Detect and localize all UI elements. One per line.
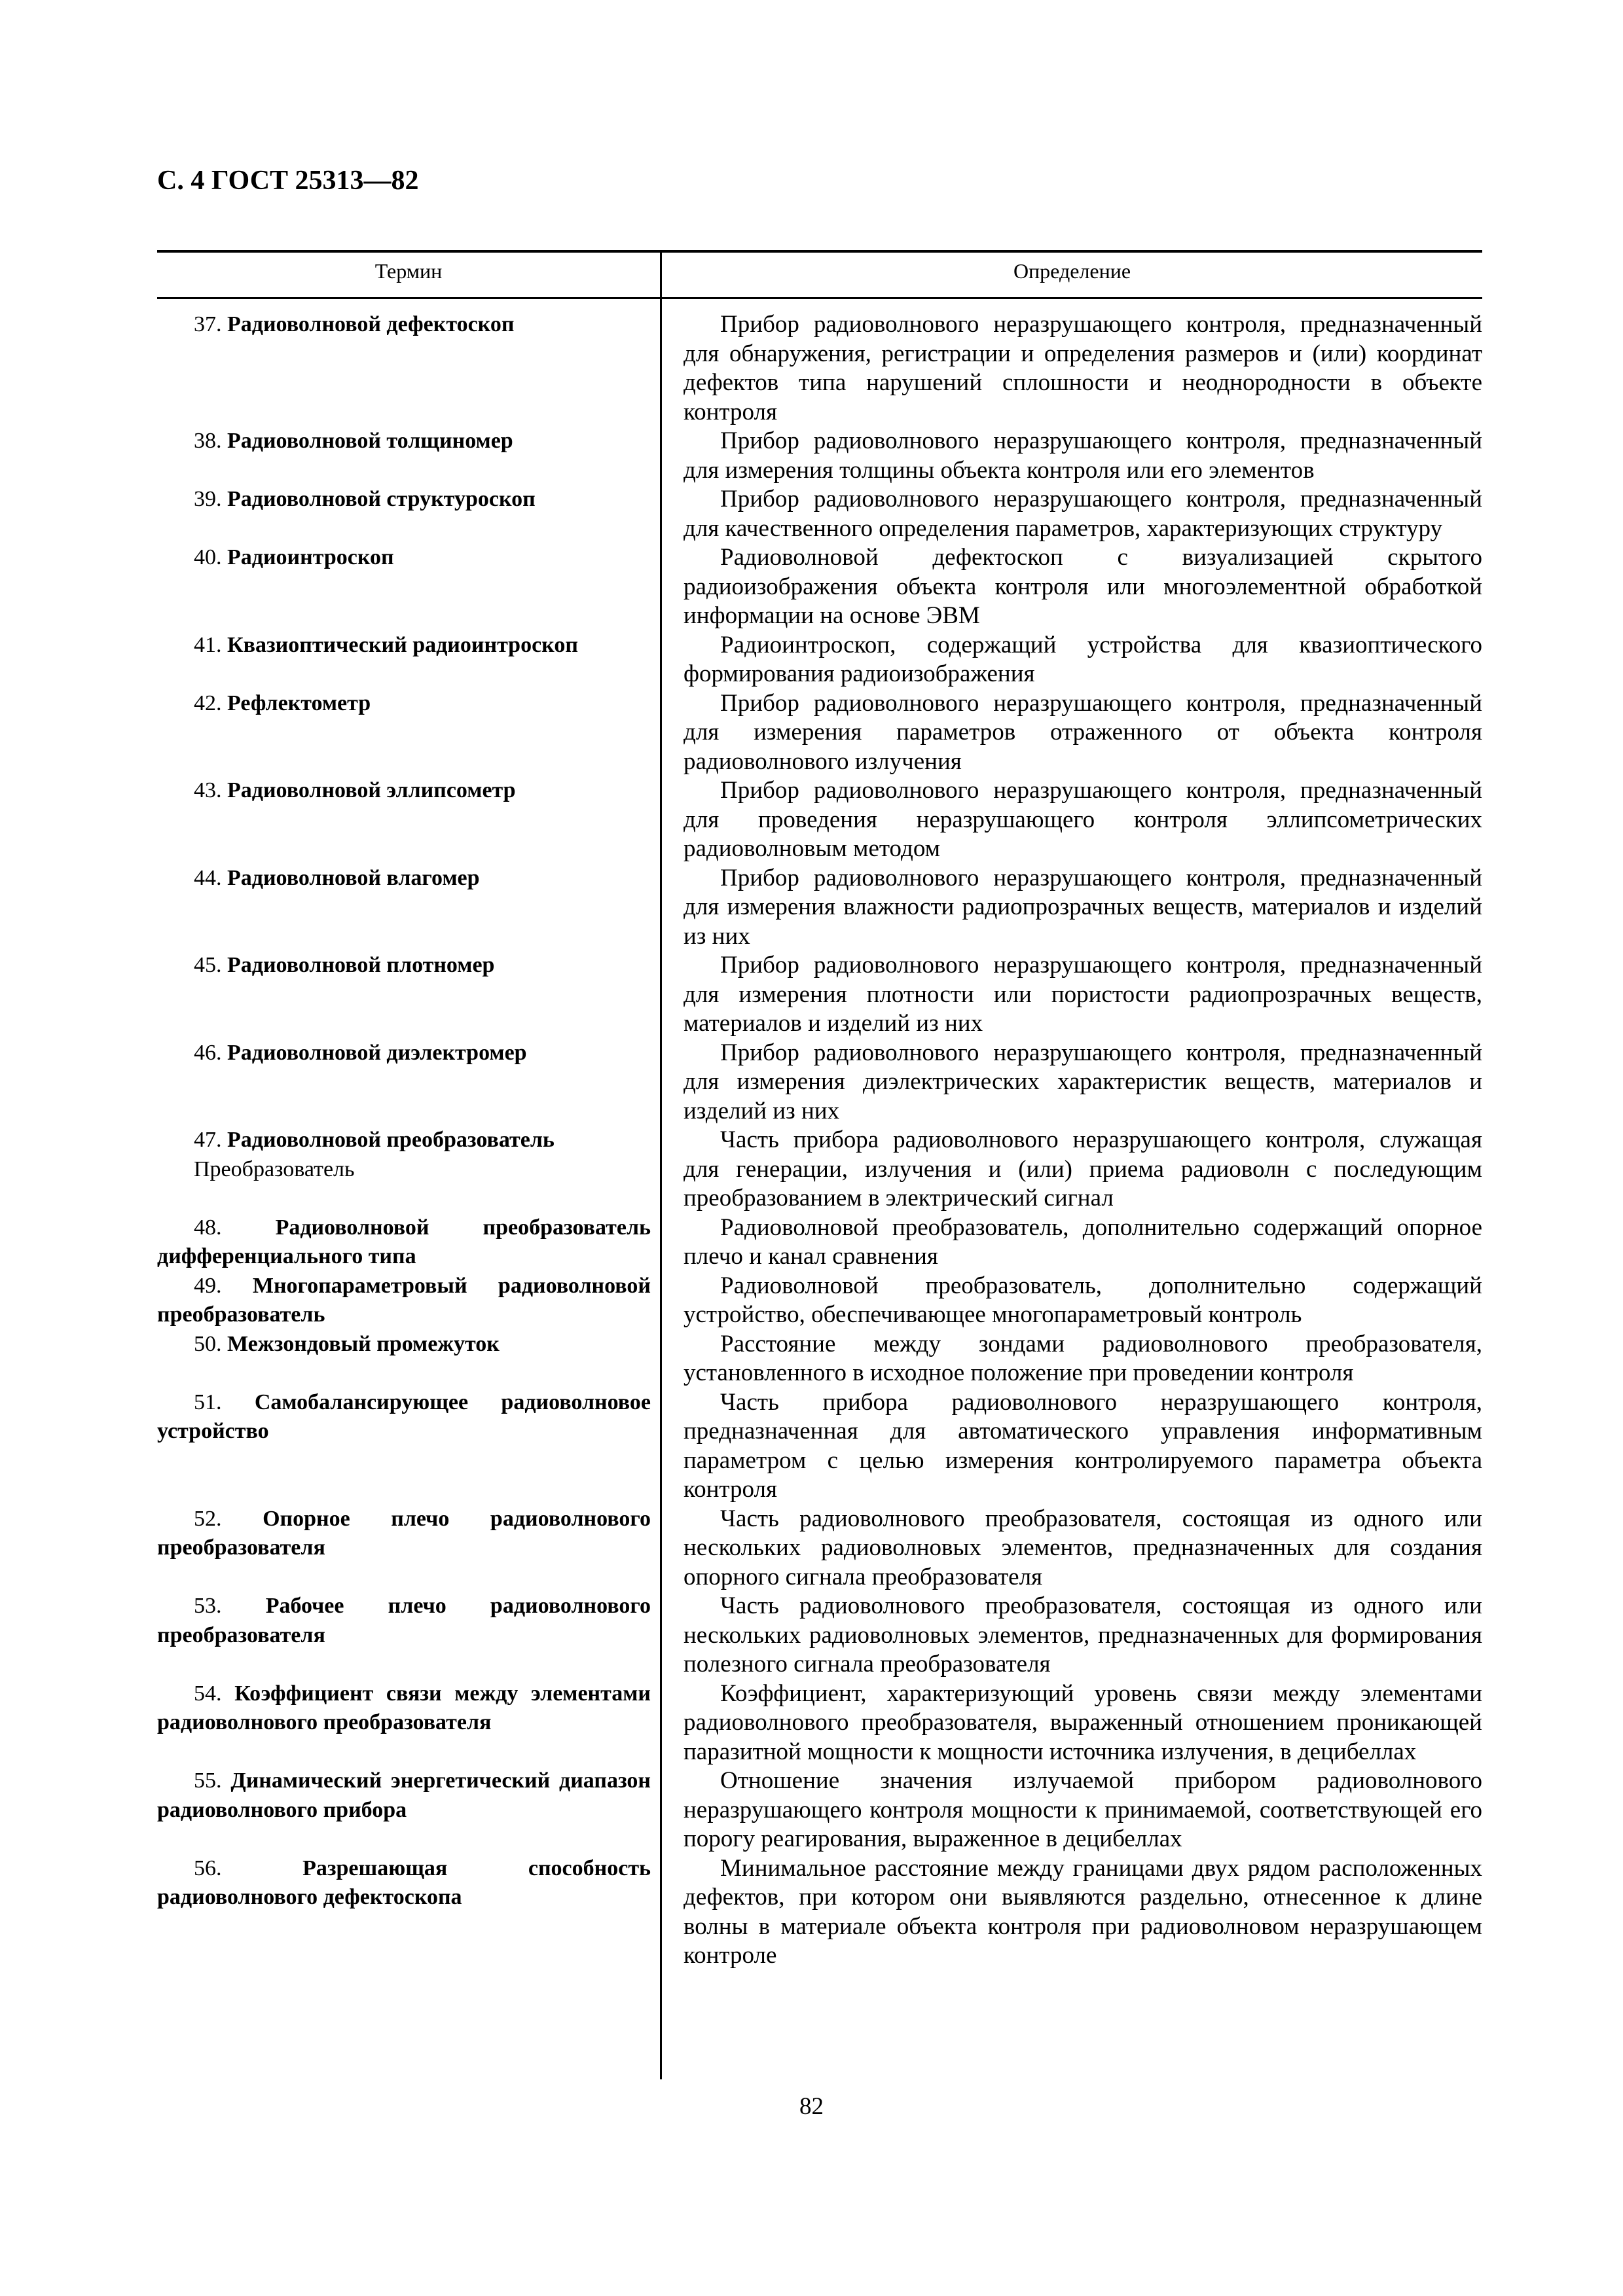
term-number: 50.	[194, 1331, 222, 1356]
definition-cell: Радиоволновой дефектоскоп с визуализацией скрытого радиоизображения объекта контроля или многоэлементной обработкой информации на основе ЭВМ	[684, 544, 1482, 629]
term-cell	[157, 1330, 660, 1388]
definition-cell: Часть прибора радиоволнового неразрушающего контроля, предназначенная для автоматического управления информативным параметром с целью измерения контролируемого параметра объекта контроля	[684, 1388, 1482, 1503]
terms-table	[157, 250, 1482, 2079]
definition-cell: Прибор радиоволнового неразрушающего контроля, предназначенный для проведения неразрушающего контроля эллипсометрических радиоволновым методом	[684, 777, 1482, 862]
table-row	[157, 310, 1482, 427]
term-text: Динамический энергетический диапазон радиоволнового прибора	[157, 1768, 651, 1822]
table-row	[157, 1272, 1482, 1330]
term-cell	[157, 1213, 660, 1272]
term-cell	[157, 1388, 660, 1505]
term-number: 49.	[194, 1273, 222, 1298]
term-number: 52.	[194, 1506, 222, 1531]
term-cell	[157, 310, 660, 427]
term-text: Квазиоптический радиоинтроскоп	[227, 632, 578, 657]
definition-cell: Радиоволновой преобразователь, дополнительно содержащий устройство, обеспечивающее многопараметровый контроль	[684, 1272, 1482, 1328]
term-text: Радиоволновой эллипсометр	[227, 778, 516, 802]
term-synonym: Преобразователь	[194, 1157, 355, 1181]
definition-cell: Радиоволновой преобразователь, дополнительно содержащий опорное плечо и канал сравнения	[684, 1213, 1482, 1270]
table-row	[157, 1330, 1482, 1388]
term-text: Радиоволновой диэлектромер	[227, 1040, 527, 1065]
term-number: 42.	[194, 691, 222, 715]
term-number: 38.	[194, 429, 222, 453]
term-text: Радиоволновой преобразователь	[227, 1128, 555, 1152]
term-number: 47.	[194, 1128, 222, 1152]
term-number: 56.	[194, 1856, 222, 1880]
definition-cell: Часть радиоволнового преобразователя, состоящая из одного или нескольких радиоволновых элементов, предназначенных для формирования полезного сигнала преобразователя	[684, 1592, 1482, 1677]
header-rule	[157, 297, 1482, 299]
term-cell	[157, 631, 660, 689]
term-cell	[157, 951, 660, 1039]
table-row	[157, 1039, 1482, 1126]
term-cell	[157, 1272, 660, 1330]
table-top-rule	[157, 250, 1482, 253]
term-number: 46.	[194, 1040, 222, 1065]
table-row	[157, 631, 1482, 689]
table-body	[157, 310, 1482, 1971]
term-cell	[157, 1039, 660, 1126]
term-cell	[157, 1505, 660, 1592]
term-text: Радиоволновой толщиномер	[227, 429, 513, 453]
term-text: Рефлектометр	[227, 691, 371, 715]
term-cell	[157, 689, 660, 777]
definition-cell: Расстояние между зондами радиоволнового преобразователя, установленного в исходное положение при проведении контроля	[684, 1330, 1482, 1386]
term-text: Радиоволновой плотномер	[227, 953, 495, 977]
table-row	[157, 1126, 1482, 1213]
table-row	[157, 1388, 1482, 1505]
definition-cell: Часть радиоволнового преобразователя, состоящая из одного или нескольких радиоволновых элементов, предназначенных для создания опорного сигнала преобразователя	[684, 1505, 1482, 1590]
definition-cell: Прибор радиоволнового неразрушающего контроля, предназначенный для измерения параметров отраженного от объекта контроля радиоволнового излучения	[684, 689, 1482, 775]
table-row	[157, 1767, 1482, 1854]
definition-cell: Прибор радиоволнового неразрушающего контроля, предназначенный для измерения толщины объекта контроля или его элементов	[684, 427, 1482, 484]
page-number: 82	[799, 2093, 824, 2120]
term-cell	[157, 543, 660, 631]
term-number: 43.	[194, 778, 222, 802]
term-cell	[157, 776, 660, 864]
term-text: Самобалансирующее радиоволновое устройство	[157, 1390, 651, 1443]
table-row	[157, 1854, 1482, 1971]
table-row	[157, 864, 1482, 952]
term-number: 45.	[194, 953, 222, 977]
term-text: Рабочее плечо радиоволнового преобразователя	[157, 1594, 651, 1647]
definition-cell: Часть прибора радиоволнового неразрушающего контроля, служащая для генерации, излучения и (или) приема радиоволн с последующим преобразованием в электрический сигнал	[684, 1126, 1482, 1211]
table-row	[157, 951, 1482, 1039]
term-text: Радиоинтроскоп	[227, 545, 394, 569]
column-header-term: Термин	[374, 259, 443, 283]
term-text: Радиоволновой дефектоскоп	[227, 312, 515, 336]
definition-cell: Отношение значения излучаемой прибором радиоволнового неразрушающего контроля мощности к принимаемой, соответствующей его порогу реагирования, выраженное в децибеллах	[684, 1767, 1482, 1852]
term-number: 48.	[194, 1215, 222, 1240]
table-row	[157, 1679, 1482, 1767]
definition-cell: Прибор радиоволнового неразрушающего контроля, предназначенный для обнаружения, регистрации и определения размеров и (или) координат дефектов типа нарушений сплошности и неоднородности в объекте контроля	[684, 311, 1482, 425]
term-cell	[157, 1592, 660, 1679]
column-header-definition: Определение	[1013, 259, 1131, 283]
term-cell	[157, 1767, 660, 1854]
term-text: Многопараметровый радиоволновой преобразователь	[157, 1273, 651, 1327]
term-text: Радиоволновой структуроскоп	[227, 487, 536, 511]
term-number: 41.	[194, 632, 222, 657]
definition-cell: Прибор радиоволнового неразрушающего контроля, предназначенный для измерения плотности или пористости радиопрозрачных веществ, материалов и изделий из них	[684, 952, 1482, 1037]
definition-cell: Прибор радиоволнового неразрушающего контроля, предназначенный для измерения влажности радиопрозрачных веществ, материалов и изделий из них	[684, 864, 1482, 950]
term-number: 37.	[194, 312, 222, 336]
definition-cell: Радиоинтроскоп, содержащий устройства для квазиоптического формирования радиоизображения	[684, 631, 1482, 687]
term-text: Межзондовый промежуток	[227, 1331, 500, 1356]
table-row	[157, 485, 1482, 543]
table-row	[157, 689, 1482, 777]
table-row	[157, 1505, 1482, 1592]
table-row	[157, 1213, 1482, 1272]
term-cell	[157, 864, 660, 952]
term-cell	[157, 1126, 660, 1213]
definition-cell: Прибор радиоволнового неразрушающего контроля, предназначенный для качественного определения параметров, характеризующих структуру	[684, 486, 1482, 542]
definition-cell: Минимальное расстояние между границами двух рядом расположенных дефектов, при котором они выявляются раздельно, отнесенное к длине волны в материале объекта контроля при радиоволновом неразрушающем контроле	[684, 1854, 1482, 1969]
term-cell	[157, 427, 660, 485]
term-cell	[157, 1854, 660, 1971]
term-number: 40.	[194, 545, 222, 569]
definition-cell: Коэффициент, характеризующий уровень связи между элементами радиоволнового преобразователя, выраженный отношением проникающей паразитной мощности к мощности источника излучения, в децибеллах	[684, 1679, 1482, 1765]
term-text: Коэффициент связи между элементами радиоволнового преобразователя	[157, 1681, 651, 1734]
table-row	[157, 427, 1482, 485]
term-number: 51.	[194, 1390, 222, 1414]
term-text: Разрешающая способность радиоволнового дефектоскопа	[157, 1856, 651, 1909]
term-text: Радиоволновой преобразователь дифференциального типа	[157, 1215, 651, 1268]
term-number: 54.	[194, 1681, 222, 1706]
term-number: 44.	[194, 865, 222, 890]
table-row	[157, 1592, 1482, 1679]
term-text: Радиоволновой влагомер	[227, 865, 480, 890]
term-cell	[157, 1679, 660, 1767]
table-row	[157, 543, 1482, 631]
term-number: 39.	[194, 487, 222, 511]
term-cell	[157, 485, 660, 543]
term-number: 55.	[194, 1768, 222, 1793]
definition-cell: Прибор радиоволнового неразрушающего контроля, предназначенный для измерения диэлектрических характеристик веществ, материалов и изделий из них	[684, 1039, 1482, 1124]
page-header: С. 4 ГОСТ 25313—82	[157, 166, 419, 196]
term-number: 53.	[194, 1594, 222, 1618]
term-text: Опорное плечо радиоволнового преобразователя	[157, 1506, 651, 1560]
table-row	[157, 776, 1482, 864]
